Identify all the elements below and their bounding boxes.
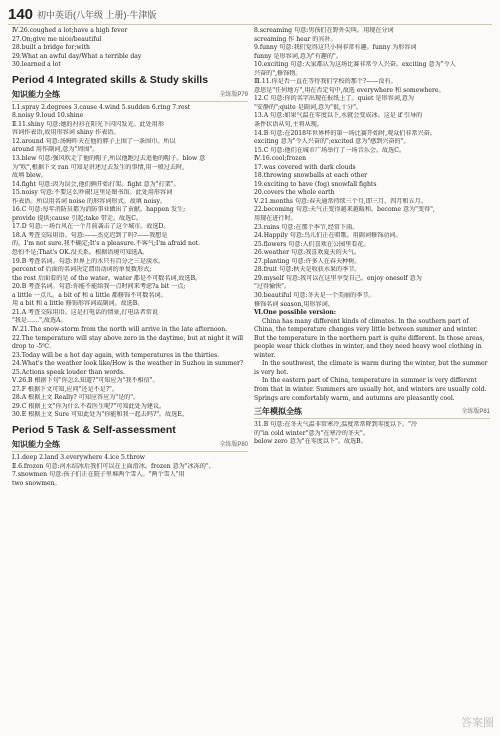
answer-line: 14.fight 句意:因为误会,他们俩开始打架。fight 意为"打架"。	[12, 180, 180, 188]
answer-line: Ⅱ.11.shiny 句意:她的衬衫在阳光下闪闪发光。此处用形	[12, 120, 164, 128]
period-4-section-title: 知识能力全练	[12, 89, 60, 99]
period-5-title: Period 5 Task & Self-assessment	[12, 423, 176, 436]
answer-line: 故填 blew。	[12, 172, 47, 180]
answer-line: Ⅲ.11.你是否一直在等待我们学校的那个?——没有。	[254, 78, 397, 86]
period-4-answers	[12, 104, 248, 420]
answer-line: 15.noisy 句意:不要这么吵闹!这里是图书馆。此处用形容词	[12, 189, 173, 197]
answer-line: Ⅰ.1.spray 2.degrees 3.cause 4.wind 5.sudden 6.ring 7.rest	[12, 103, 191, 111]
answer-line: 27.On;give me nice/beautiful	[12, 35, 102, 43]
answer-line: two snowmen。	[12, 479, 61, 487]
book-title: 初中英语(八年级 上册)·牛津版	[37, 9, 157, 20]
answer-line: 20.covers the whole earth	[254, 189, 335, 197]
answer-line: 修饰名词 season,用形容词。	[254, 300, 334, 308]
answer-line: 25.flowers 句意:人们喜欢在公园里看花。	[254, 240, 370, 248]
answer-line: 10.exciting 句意:大家都认为这场比赛非常令人兴奋。exciting 意为"令人	[254, 61, 456, 69]
essay-heading: Ⅵ.One possible version:	[254, 309, 337, 317]
bottom-section-page: 全练版P81	[461, 409, 490, 416]
answer-line: 31.B 句意:在冬天气温非常寒冷,温度常常降到零度以下。"冷	[254, 421, 418, 429]
answer-line: 12.around 句意:汤姆昨天在他的脖子上围了一条围巾。所以	[12, 137, 176, 145]
answer-line: Ⅱ.6.frozen 句意:河水结冰后我们可以在上面滑冰。frozen 意为"冰冻的"。	[12, 462, 215, 470]
watermark: 答案圈	[461, 717, 494, 729]
period-4-section-page: 全练版P79	[219, 91, 248, 98]
answer-line: 21.A 考查交际用语。这是打电话的情景,打电话者常说	[12, 308, 158, 316]
answer-line: 28.built a bridge for;with	[12, 44, 90, 52]
answer-line: provide 提供;cause 引起;take 带走。故选C。	[12, 214, 142, 222]
answer-line: 条件状语从句,主将从现。	[254, 121, 323, 129]
answer-line: 12.C 句意:你的名字出现在报纸上了。quiet 是形容词,意为	[254, 95, 414, 103]
answer-line: the rest 后面看的是 of the water。water 都是不可数名词,故选B。	[12, 274, 202, 282]
answer-line: 24.Happily 句意:鸟儿们正在唱歌。用副词修饰动词。	[254, 232, 402, 240]
bottom-section-bar	[254, 407, 490, 419]
answer-line: 30.learned a lot	[12, 61, 61, 69]
answer-line: 16.C 句意:每年消防员都为消防事业做出了贡献。happen 发生;	[12, 206, 186, 214]
answer-line: 23.rains 句意:在那个季节,经常下雨。	[254, 223, 359, 231]
answer-line: 28.A 根据上文 Really? 可知应答应为"是的"。	[12, 394, 140, 402]
answer-line: Ⅴ.21.months 句意:春天通常持续三个月,即三月、四月和五月。	[254, 197, 427, 205]
answer-line: 用 a bit 和 a little 修饰形容词或副词。故选B。	[12, 300, 144, 308]
answer-line: 的"in cold winter"意为"在寒冷的冬天"。	[254, 429, 369, 437]
answer-line: 9.funny 句意:我们觉得这只小狗非常有趣。funny 为形容词	[254, 44, 417, 52]
answer-line: 兴奋的",修饰物。	[254, 69, 302, 77]
answer-line: drop to -5℃.	[12, 343, 52, 351]
answer-line: "安静的";quite 是副词,意为"很,十分"。	[254, 103, 363, 111]
left-top-answers	[12, 27, 248, 70]
answer-line: 7.snowmen 句意:孩子们正在院子里堆两个雪人。"两个雪人"用	[12, 471, 185, 479]
page-number: 140	[8, 5, 34, 23]
period-4-section-bar	[12, 90, 248, 102]
answer-line: exciting 意为"令人兴奋的";excited 意为"感到兴奋的"。	[254, 138, 410, 146]
answer-line: 29.What an awful day/What a terrible day	[12, 52, 142, 60]
answer-line: "过得愉快"。	[254, 283, 291, 291]
answer-line: 30.E 根据上文 Sure 可知此处为"你能和我一起去吗?"。故选E。	[12, 411, 188, 419]
answer-line: 为"吹",根据下文 ran 可知是讲述过去发生的事情,用一般过去时,	[12, 163, 185, 171]
answer-line: 18.throwing snowballs at each other	[254, 172, 368, 180]
answer-line: 18.A 考查交际用语。句意:——杰克迟到了吗?——我想是	[12, 231, 168, 239]
essay	[254, 318, 490, 403]
answer-line: 29.C 根据上文"你为什么不看医生呢?"可知此处为建议。	[12, 402, 166, 410]
answer-line: Ⅴ.26.B 根据下句"你怎么知道?"可知应为"我不相信"。	[12, 377, 159, 385]
period-4-title: Period 4 Integrated skills & Study skills	[12, 73, 209, 86]
left-column	[12, 27, 248, 488]
answer-line: 15.C 句意:他们在城市广场举行了一场音乐会。故选C。	[254, 146, 405, 154]
bottom-answers	[254, 421, 490, 447]
period-5-section-page: 全练版P80	[219, 442, 248, 449]
answer-line: 13.blew 句意:强风吹走了他的帽子,所以他跑过去追他的帽子。blow 意	[12, 155, 206, 163]
answer-line: Ⅳ.16.cool;frozen	[254, 155, 307, 163]
answer-line: 用现在进行时。	[254, 215, 297, 223]
answer-line: screaming 作 hear 的宾补。	[254, 35, 337, 43]
answer-line: percent of 后面的名词决定谓语动词的单复数形式;	[12, 266, 152, 274]
right-column	[254, 27, 490, 447]
answer-line: 29.myself 句意:我可以在这里享受自己。enjoy oneself 意为	[254, 274, 422, 282]
bottom-section-title: 三年模拟全练	[254, 407, 302, 417]
answer-line: 容词作表语,故用形容词 shiny 作表语。	[12, 129, 120, 137]
answer-line: 20.B 考查名词。句意:你能不能给我一点时间来考虑?a bit 一点;	[12, 283, 186, 291]
essay-paragraph: In the eastern part of China, temperature in summer is very different from that in winter. Summers are usually hot, and winters are usually cold. Springs are comfortably warm, and autumns are pleasantly cool.	[254, 377, 487, 402]
answer-line: 19.exciting to have (fog) snowfall fights	[254, 180, 377, 188]
answer-line: 22.becoming 句意:天气正变得越来越暖和。become 意为"变得",	[254, 206, 435, 214]
answer-line: 25.Actions speak louder than words.	[12, 368, 125, 376]
answer-line: 24.What's the weather look like/How is the weather in Suzhou in summer?	[12, 360, 244, 368]
answer-line: 27.F 根据下文可知,应问"还是不是?"。	[12, 385, 118, 393]
answer-line: 17.D 句意:一场台风在一个月前袭击了这个城市。故选D。	[12, 223, 170, 231]
answer-line: Ⅳ.26.coughed a lot;have a high fever	[12, 27, 128, 34]
answer-line: 14.B 句意:在2018年世界杯的第一场比赛开始时,观众们非常兴奋。	[254, 129, 436, 137]
page-header	[8, 4, 492, 25]
answer-line: Ⅳ.21.The snow-storm from the north will arrive in the late afternoon.	[12, 325, 228, 333]
answer-line: 19.B 考查名词。句意:世界上的水只有百分之三是淡水。	[12, 257, 165, 265]
answer-line: 恐怕不是;That's OK.没关系。根据语境可知选A。	[12, 249, 149, 257]
answer-line: a little 一点儿。a bit of 和 a little 都修饰不可数名词。	[12, 291, 167, 299]
period-5-section-bar	[12, 440, 248, 452]
answer-line: 意思是"任何地方",用在否定句中,故选 everywhere 和 somewhere。	[254, 86, 445, 94]
answer-line: below zero 意为"在零度以下"。故选B。	[254, 438, 367, 446]
answer-line: 8.screaming 句意:男孩们在野外尖叫。用现在分词	[254, 27, 394, 34]
answer-line: 26.weather 句意:我喜欢夏天的天气。	[254, 249, 361, 257]
answer-line: funny 是形容词,意为"有趣的"。	[254, 52, 342, 60]
answer-line: 的。I'm not sure.我不确定;It's a pleasure.不客气;I'm afraid not.	[12, 240, 200, 248]
period-5-answers	[12, 454, 248, 488]
answer-line: 28.fruit 句意:秋天是收获水果的季节。	[254, 266, 361, 274]
period-5-section-title: 知识能力全练	[12, 440, 60, 450]
answer-line: around 用作副词,意为"周围"。	[12, 146, 99, 154]
essay-paragraph: China has many different kinds of climates. In the southern part of China, the temperature changes very little between summer and winter. But the temperature in the northern part is quite different. In those areas, people wear thick clothes in winter, and they need heavy wool clothing in winter.	[254, 317, 485, 359]
answer-line: 17.was covered with dark clouds	[254, 163, 356, 171]
answer-line: 27.planting 句意:许多人在春天种树。	[254, 257, 361, 265]
answer-line: 作表语。所以用名词 noise 的形容词形式。故填 noisy。	[12, 197, 166, 205]
answer-line: 30.beautiful 句意:冬天是一个美丽的季节。	[254, 291, 375, 299]
answer-line: 22.The temperature will stay above zero in the daytime, but at night it will	[12, 334, 244, 342]
answer-line: 13.A 句意:如果气温在零度以下,水就会变成冰。这是 if 引导的	[254, 112, 423, 120]
essay-paragraph: In the southwest, the climate is warm during the winter, but the summer is very hot.	[254, 360, 488, 376]
answer-line: 23.Today will be a hot day again, with temperatures in the thirties.	[12, 351, 220, 359]
right-answers	[254, 27, 490, 309]
answer-line: Ⅰ.1.deep 2.land 3.everywhere 4.ice 5.throw	[12, 453, 146, 461]
answer-line: "我是……",故选A。	[12, 317, 67, 325]
answer-line: 8.noisy 9.loud 10.shine	[12, 112, 84, 120]
